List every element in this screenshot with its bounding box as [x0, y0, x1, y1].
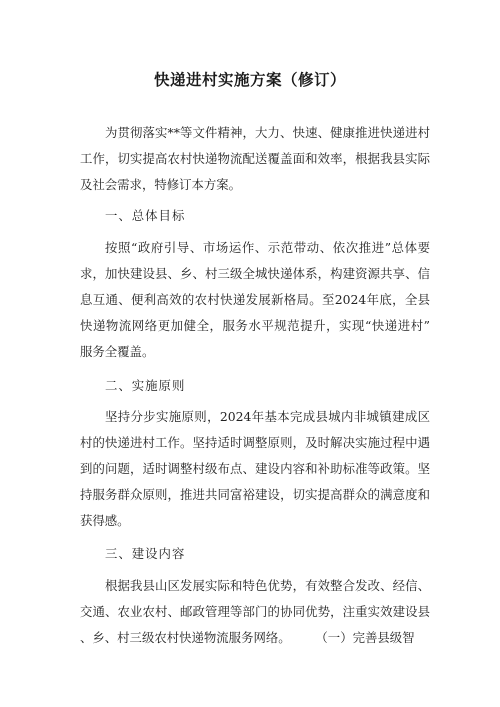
- section-heading: 一、总体目标: [105, 208, 186, 223]
- paragraph-line: 服务全覆盖。: [80, 344, 155, 359]
- paragraph-line: 交通、农业农村、邮政管理等部门的协同优势，注重实效建设县: [80, 604, 430, 619]
- paragraph-line: 按照“政府引导、市场运作、示范带动、依次推进”总体要: [105, 240, 430, 255]
- paragraph-line: 及社会需求，特修订本方案。: [80, 177, 242, 192]
- paragraph-line: 、乡、村三级农村快递物流服务网络。 （一）完善县级智: [80, 630, 415, 645]
- paragraph-line: 村的快递进村工作。坚持适时调整原则，及时解决实施过程中遇: [80, 435, 430, 450]
- paragraph-line: 到的问题，适时调整村级布点、建设内容和补助标准等政策。坚: [80, 461, 430, 476]
- section-heading: 三、建设内容: [105, 546, 186, 561]
- document-title: 快递进村实施方案（修订）: [153, 71, 346, 89]
- paragraph-line: 工作，切实提高农村快递物流配送覆盖面和效率，根据我县实际: [80, 151, 430, 166]
- paragraph-line: 息互通、便利高效的农村快递发展新格局。至2024年底，全县: [80, 292, 430, 307]
- paragraph-line: 为贯彻落实**等文件精神，大力、快速、健康推进快递进村: [105, 125, 430, 140]
- paragraph-line: 获得感。: [80, 513, 130, 528]
- paragraph-line: 根据我县山区发展实际和特色优势，有效整合发改、经信、: [105, 578, 430, 593]
- section-heading: 二、实施原则: [105, 378, 186, 393]
- paragraph-line: 求，加快建设县、乡、村三级全城快递体系，构建资源共享、信: [80, 266, 430, 281]
- paragraph-line: 持服务群众原则，推进共同富裕建设，切实提高群众的满意度和: [80, 487, 430, 502]
- paragraph-line: 快递物流网络更加健全，服务水平规范提升，实现“快递进村”: [80, 318, 430, 333]
- paragraph-line: 坚持分步实施原则，2024年基本完成县城内非城镇建成区: [105, 409, 430, 424]
